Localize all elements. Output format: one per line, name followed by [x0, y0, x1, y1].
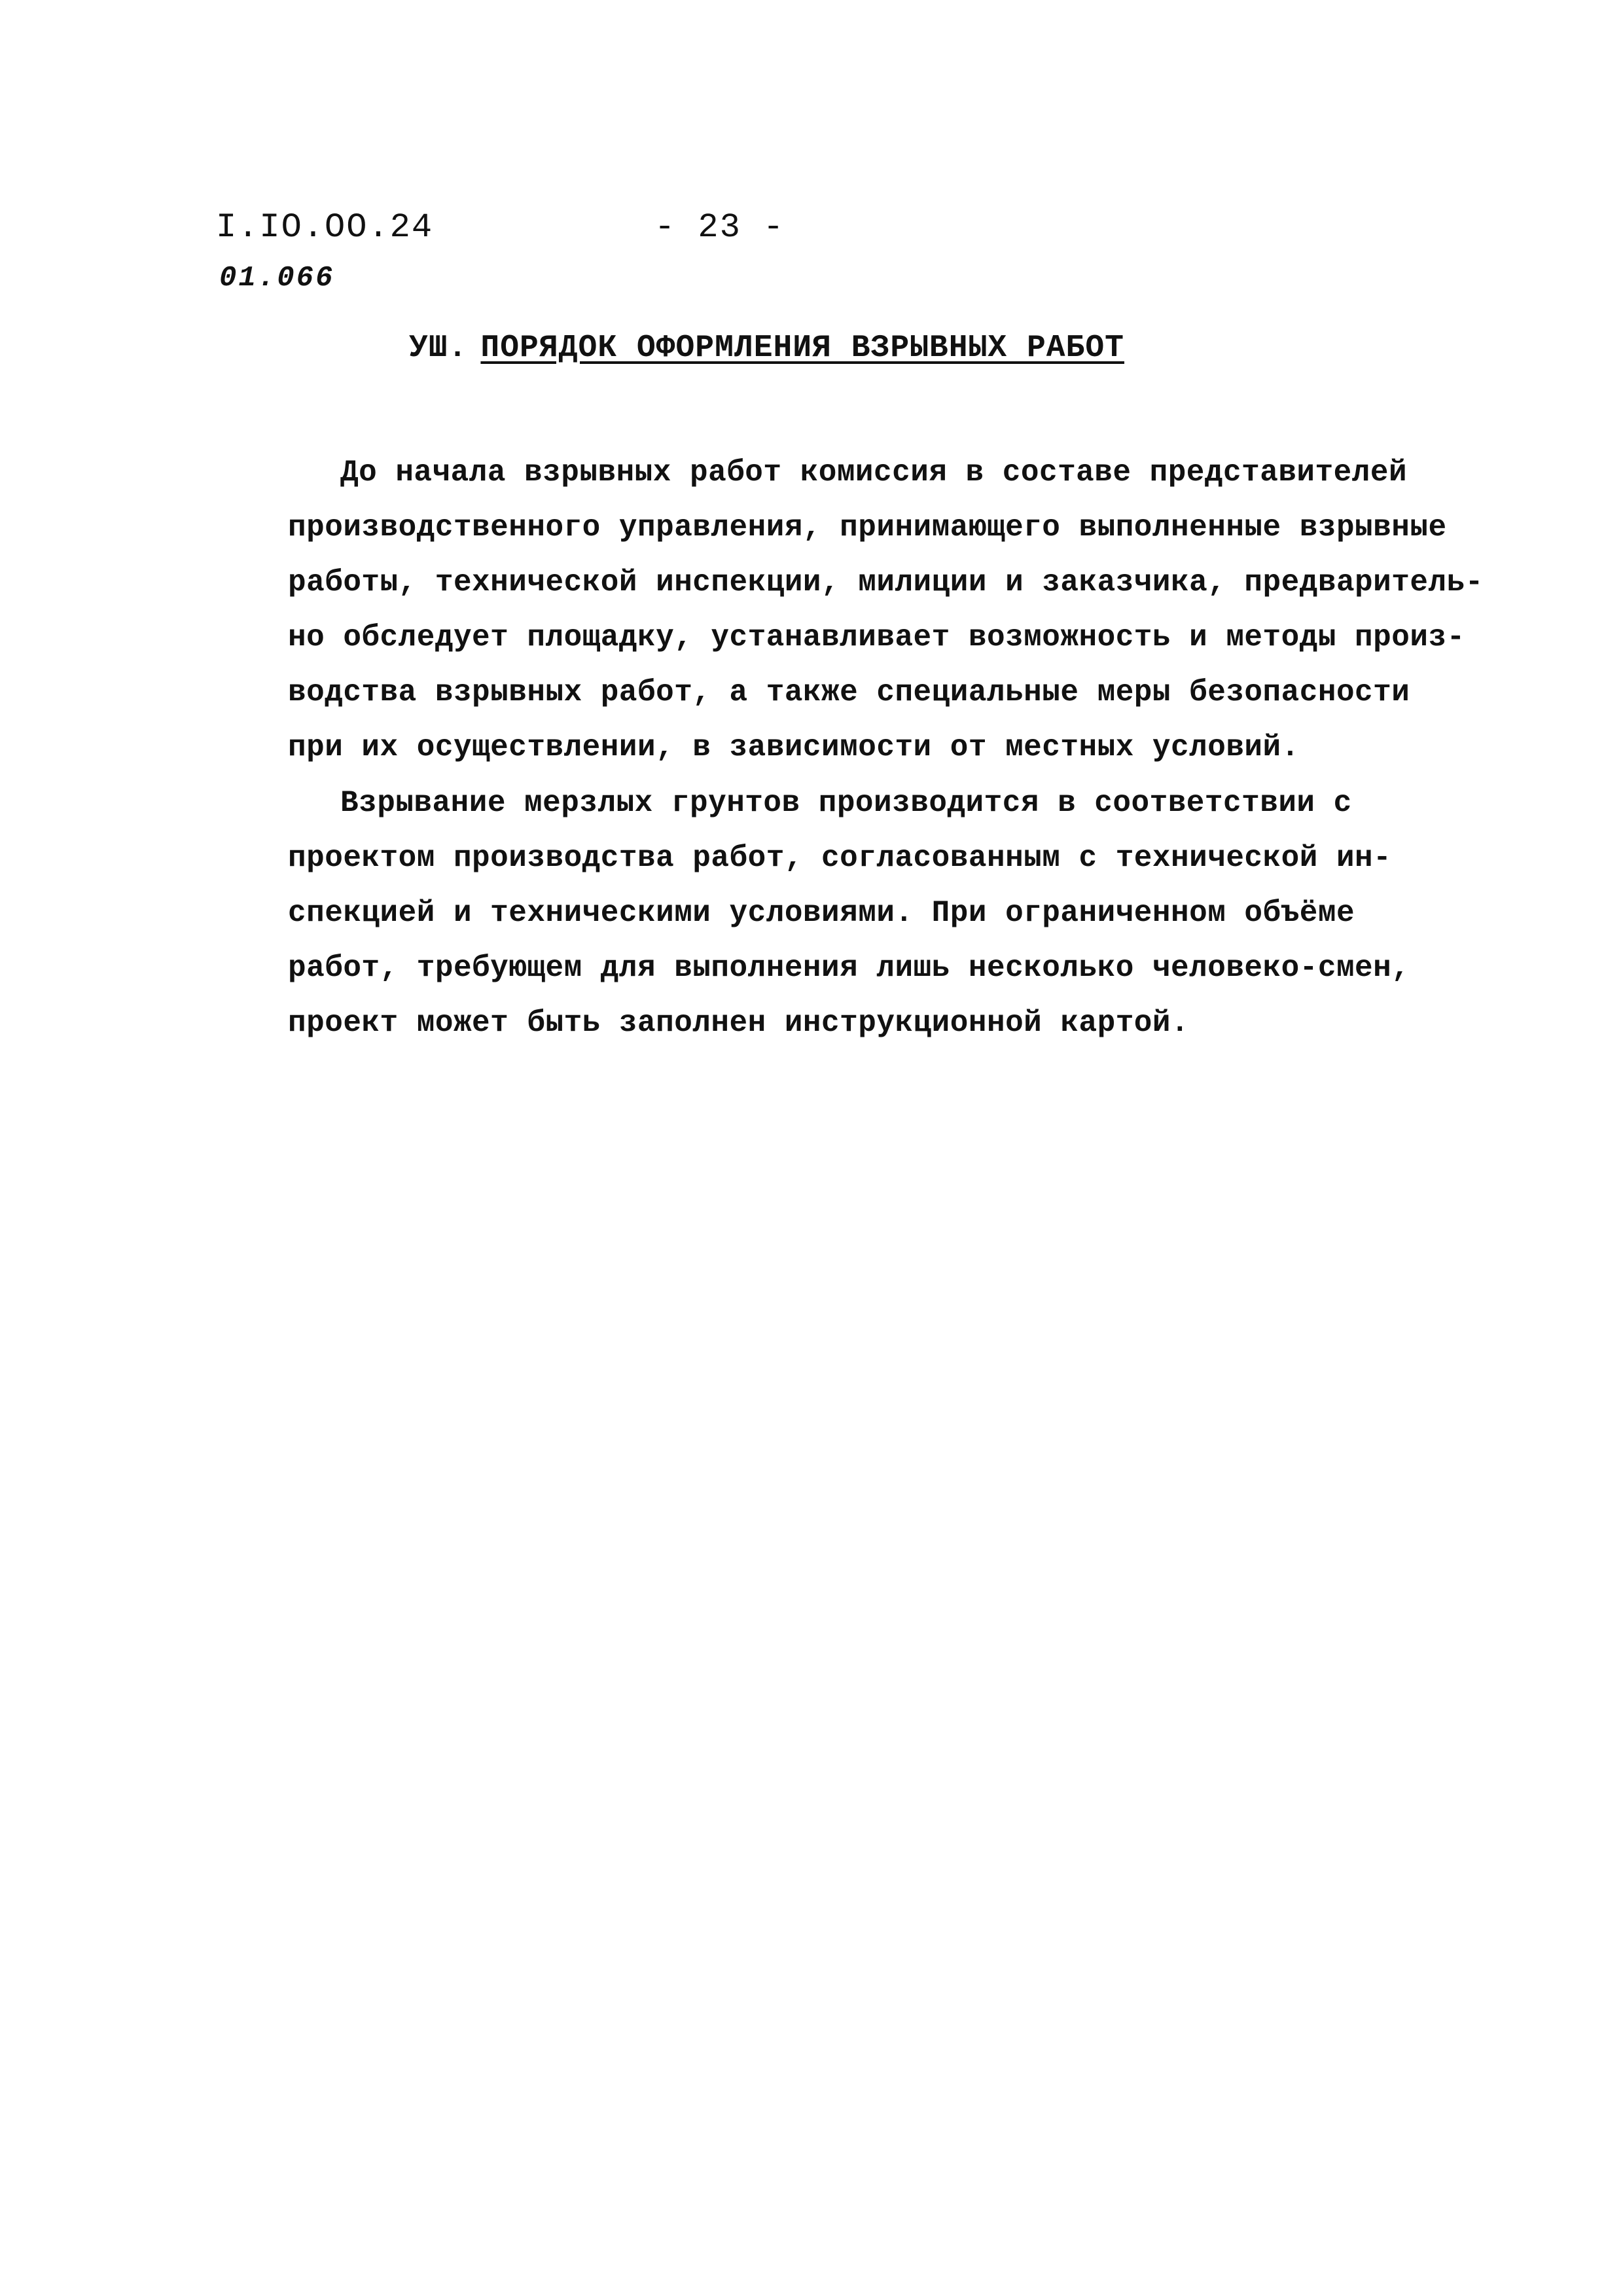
paragraph-line: но обследует площадку, устанавливает возможность и методы произ-: [288, 620, 1465, 655]
paragraph-line: Взрывание мерзлых грунтов производится в соответствии с: [340, 786, 1352, 820]
paragraph-line: До начала взрывных работ комиссия в составе представителей: [340, 456, 1408, 490]
paragraph-line: водства взрывных работ, а также специальные меры безопасности: [288, 675, 1410, 709]
document-code: I.IO.OO.24: [216, 208, 434, 247]
paragraph-line: при их осуществлении, в зависимости от местных условий.: [288, 730, 1300, 764]
page-number: - 23 -: [654, 208, 785, 247]
section-number: УШ.: [409, 331, 468, 366]
paragraph-line: проектом производства работ, согласованным с технической ин-: [288, 841, 1392, 875]
section-title: ПОРЯДОК ОФОРМЛЕНИЯ ВЗРЫВНЫХ РАБОТ: [480, 331, 1124, 366]
paragraph-line: работ, требующем для выполнения лишь несколько человеко-смен,: [288, 951, 1410, 985]
section-heading: [409, 331, 1124, 366]
paragraph-line: спекцией и техническими условиями. При ограниченном объёме: [288, 896, 1355, 930]
paragraph-1: [288, 445, 1484, 775]
paragraph-line: работы, технической инспекции, милиции и заказчика, предваритель-: [288, 565, 1484, 600]
paragraph-line: производственного управления, принимающего выполненные взрывные: [288, 511, 1447, 545]
paragraph-line: проект может быть заполнен инструкционной картой.: [288, 1006, 1190, 1040]
paragraph-2: [288, 776, 1414, 1050]
handwritten-code: 01.066: [219, 262, 335, 295]
